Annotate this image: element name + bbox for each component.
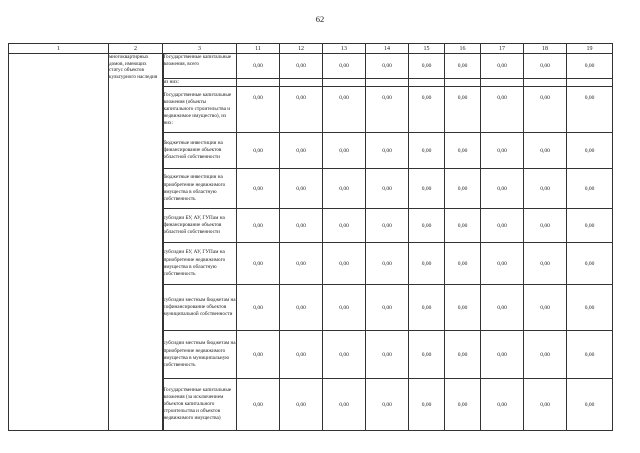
value-cell: 0,00	[567, 54, 613, 79]
column-number: 16	[445, 44, 481, 54]
value-cell: 0,00	[237, 54, 280, 79]
value-cell: 0,00	[445, 285, 481, 331]
value-cell: 0,00	[445, 331, 481, 379]
value-cell: 0,00	[280, 133, 323, 169]
value-cell: 0,00	[445, 133, 481, 169]
value-cell: 0,00	[237, 243, 280, 285]
value-cell: 0,00	[366, 209, 409, 243]
value-cell: 0,00	[524, 243, 567, 285]
value-cell: 0,00	[567, 209, 613, 243]
value-cell: 0,00	[366, 331, 409, 379]
value-cell: 0,00	[567, 379, 613, 431]
value-cell: 0,00	[567, 169, 613, 209]
value-cell: 0,00	[481, 331, 524, 379]
column-number: 12	[280, 44, 323, 54]
value-cell: 0,00	[323, 133, 366, 169]
value-cell: 0,00	[481, 379, 524, 431]
value-cell: 0,00	[366, 379, 409, 431]
value-cell: 0,00	[524, 87, 567, 133]
value-cell: 0,00	[445, 379, 481, 431]
column-number: 19	[567, 44, 613, 54]
value-cell: 0,00	[524, 209, 567, 243]
row-label: Государственные капитальные вложения (за исключением объектов капитального строительства и объектов недвижимого имущества)	[163, 379, 237, 431]
object-name: многоквартирных домов, имеющих статус объектов культурного наследия	[109, 54, 163, 431]
value-cell: 0,00	[567, 87, 613, 133]
value-cell: 0,00	[409, 379, 445, 431]
value-cell: 0,00	[481, 133, 524, 169]
row-label: субсидии БУ, АУ, ГУПам на приобретение недвижимого имущества в областную собственность	[163, 243, 237, 285]
value-cell: 0,00	[445, 209, 481, 243]
value-cell: 0,00	[323, 331, 366, 379]
row-label: бюджетные инвестиции на финансирование объектов областной собственности	[163, 133, 237, 169]
table-row	[9, 54, 613, 79]
value-cell: 0,00	[366, 133, 409, 169]
column-number: 18	[524, 44, 567, 54]
value-cell: 0,00	[481, 209, 524, 243]
value-cell: 0,00	[280, 87, 323, 133]
value-cell: 0,00	[567, 133, 613, 169]
row-label: субсидии местным бюджетам на софинансирование объектов муниципальной собственности	[163, 285, 237, 331]
value-cell: 0,00	[524, 54, 567, 79]
value-cell: 0,00	[481, 87, 524, 133]
value-cell: 0,00	[366, 285, 409, 331]
value-cell: 0,00	[409, 133, 445, 169]
column-number: 13	[323, 44, 366, 54]
value-cell: 0,00	[280, 169, 323, 209]
value-cell: 0,00	[237, 169, 280, 209]
row-label: Государственные капитальные вложения, всего	[163, 54, 237, 79]
value-cell: 0,00	[237, 331, 280, 379]
value-cell: 0,00	[409, 285, 445, 331]
column-number: 3	[163, 44, 237, 54]
column-number: 14	[366, 44, 409, 54]
value-cell: 0,00	[280, 209, 323, 243]
row-label: Государственные капитальные вложения (объекты капитального строительства и недвижимое имущество), из них:	[163, 87, 237, 133]
value-cell: 0,00	[409, 87, 445, 133]
value-cell: 0,00	[323, 87, 366, 133]
value-cell: 0,00	[409, 331, 445, 379]
value-cell: 0,00	[524, 331, 567, 379]
value-cell: 0,00	[409, 243, 445, 285]
value-cell: 0,00	[445, 243, 481, 285]
row-label: субсидии БУ, АУ, ГУПам на финансирование объектов областной собственности	[163, 209, 237, 243]
row-label: бюджетные инвестиции на приобретение недвижимого имущества в областную собственность	[163, 169, 237, 209]
row-label: субсидии местным бюджетам на приобретение недвижимого имущества в муниципальную собственность	[163, 331, 237, 379]
value-cell: 0,00	[237, 285, 280, 331]
value-cell: 0,00	[280, 285, 323, 331]
value-cell: 0,00	[567, 331, 613, 379]
page-number: 62	[315, 14, 325, 24]
value-cell: 0,00	[280, 54, 323, 79]
value-cell: 0,00	[323, 243, 366, 285]
value-cell: 0,00	[524, 285, 567, 331]
value-cell: 0,00	[323, 169, 366, 209]
column-number: 2	[109, 44, 163, 54]
column-number: 17	[481, 44, 524, 54]
value-cell: 0,00	[481, 54, 524, 79]
value-cell: 0,00	[445, 54, 481, 79]
value-cell: 0,00	[524, 379, 567, 431]
value-cell: 0,00	[237, 209, 280, 243]
value-cell: 0,00	[366, 87, 409, 133]
value-cell: 0,00	[237, 379, 280, 431]
row-label: из них:	[163, 79, 237, 87]
value-cell: 0,00	[280, 243, 323, 285]
value-cell: 0,00	[409, 54, 445, 79]
column-number-row	[9, 44, 613, 54]
value-cell: 0,00	[524, 169, 567, 209]
value-cell: 0,00	[481, 243, 524, 285]
blank-cell	[9, 54, 109, 431]
value-cell: 0,00	[409, 209, 445, 243]
value-cell: 0,00	[237, 133, 280, 169]
value-cell: 0,00	[567, 243, 613, 285]
value-cell: 0,00	[567, 285, 613, 331]
value-cell: 0,00	[323, 285, 366, 331]
value-cell: 0,00	[280, 331, 323, 379]
value-cell: 0,00	[481, 285, 524, 331]
value-cell: 0,00	[237, 87, 280, 133]
column-number: 11	[237, 44, 280, 54]
value-cell: 0,00	[323, 379, 366, 431]
column-number: 1	[9, 44, 109, 54]
value-cell: 0,00	[524, 133, 567, 169]
value-cell: 0,00	[323, 209, 366, 243]
value-cell: 0,00	[481, 169, 524, 209]
value-cell: 0,00	[366, 54, 409, 79]
value-cell: 0,00	[445, 87, 481, 133]
value-cell: 0,00	[323, 54, 366, 79]
value-cell: 0,00	[445, 169, 481, 209]
value-cell: 0,00	[366, 169, 409, 209]
budget-table	[8, 43, 613, 431]
value-cell: 0,00	[366, 243, 409, 285]
value-cell: 0,00	[280, 379, 323, 431]
column-number: 15	[409, 44, 445, 54]
value-cell: 0,00	[409, 169, 445, 209]
